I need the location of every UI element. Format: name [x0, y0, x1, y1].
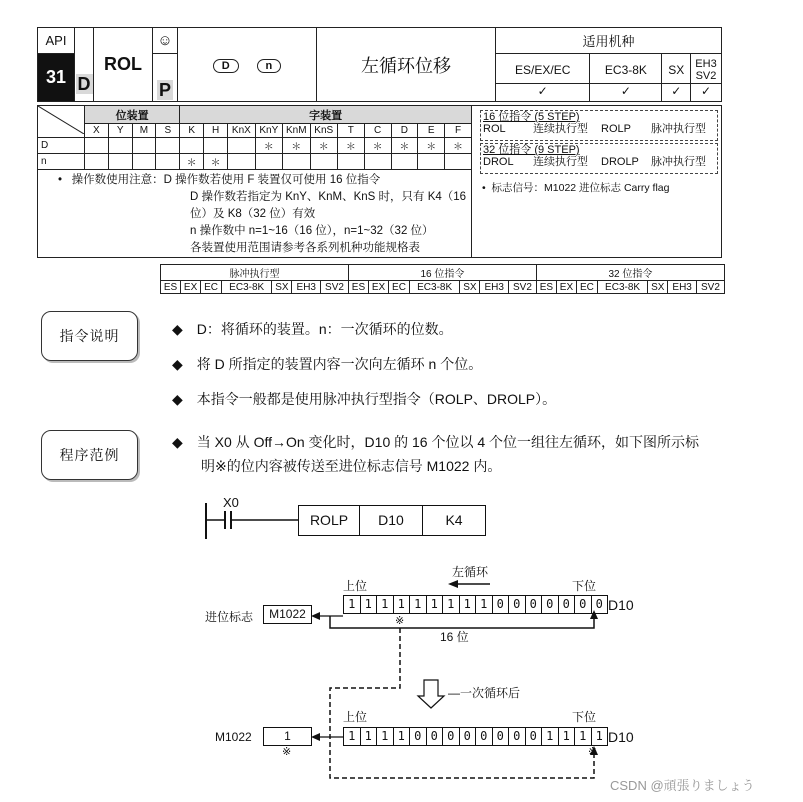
bit-cell: 0	[443, 728, 460, 745]
example-line: 明※的位内容被传送至进位标志信号 M1022 内。	[201, 458, 502, 474]
operand-col-header: M	[132, 124, 156, 138]
compat-cell: EC3-8K	[221, 281, 271, 294]
check-icon: ✓	[700, 83, 712, 98]
operand-cell	[156, 138, 180, 154]
m1022-box: M1022	[263, 605, 312, 624]
left-rotate-label: 左循环	[452, 565, 489, 579]
operand-cell	[132, 154, 156, 170]
ladder-cell: ROLP	[299, 506, 360, 535]
bit-cell: 1	[394, 596, 411, 613]
bit-cell: 0	[559, 596, 576, 613]
corner-cell	[38, 106, 85, 138]
m1022-value-box: 1	[263, 727, 312, 746]
model-col-4	[691, 54, 722, 102]
diamond-icon: ◆	[172, 356, 183, 372]
bit-cell: 0	[526, 728, 543, 745]
instr16-c: ROLP	[601, 123, 631, 135]
flag-text: 标志信号：M1022 进位标志 Carry flag	[491, 182, 670, 194]
operand-d: D	[213, 59, 239, 73]
operand-cell: ＊	[445, 138, 472, 154]
instr32-box	[480, 143, 718, 174]
ladder-diagram	[205, 495, 505, 545]
compat-cell: SX	[648, 281, 668, 294]
note-line: 各装置使用范围请参考各系列机种功能规格表	[190, 242, 420, 254]
bit-cell: 0	[460, 728, 477, 745]
operands-cell	[178, 28, 317, 102]
note-line: n 操作数中 n=1~16（16 位），n=1~32（32 位）	[190, 225, 434, 237]
compat-group: 32 位指令	[536, 265, 724, 281]
note-line: D 操作数若使用 F 装置仅可使用 16 位指令	[163, 174, 381, 186]
instr32-a: DROL	[483, 156, 514, 168]
operand-cell	[391, 154, 418, 170]
example-text	[172, 430, 699, 478]
compat-cell: EX	[369, 281, 389, 294]
diagonal-line	[38, 106, 84, 134]
bit-cell: 1	[344, 728, 361, 745]
operand-cell: ＊	[364, 138, 391, 154]
operand-col-header: KnY	[255, 124, 282, 138]
bit-cell: 0	[493, 596, 510, 613]
operand-cell: ＊	[283, 138, 311, 154]
compat-cell: EC	[201, 281, 222, 294]
flag-note: • 标志信号：M1022 进位标志 Carry flag	[482, 182, 670, 194]
operand-cell: ＊	[310, 138, 337, 154]
instruction-title: 左循环位移	[317, 28, 496, 102]
example-line: 当 X0 从 Off→On 变化时，D10 的 16 个位以 4 个位一组往左循环，如下图所示标	[196, 434, 700, 450]
after-label: —一次循环后	[448, 686, 521, 700]
p-suffix: P	[158, 80, 171, 100]
operand-cell	[283, 154, 311, 170]
instr16-a: ROL	[483, 123, 506, 135]
upper-label: 上位	[343, 579, 368, 593]
compat-cell: EX	[181, 281, 201, 294]
bit-cell: 0	[575, 596, 592, 613]
operand-cell	[85, 154, 109, 170]
bit-cell: 1	[410, 596, 427, 613]
operand-row-label: D	[38, 138, 85, 154]
compat-cell: EH3	[292, 281, 321, 294]
ladder-cell: D10	[360, 506, 423, 535]
mark-m1022: ※	[282, 746, 292, 758]
diamond-icon: ◆	[172, 434, 183, 450]
instr32-c: DROLP	[601, 156, 639, 168]
upper-label-2: 上位	[343, 710, 368, 724]
operand-cell	[108, 154, 132, 170]
operand-cell: ＊	[255, 138, 282, 154]
instr32-title: 32 位指令 (9 STEP)	[483, 144, 580, 156]
bit-cell: 0	[542, 596, 559, 613]
bit-cell: 1	[476, 596, 493, 613]
operand-cell	[108, 138, 132, 154]
instr16-d: 脉冲执行型	[651, 123, 706, 135]
operand-cell	[180, 138, 204, 154]
bullet-dot: •	[58, 174, 72, 186]
model-name: EH3 SV2	[691, 58, 721, 84]
carry-flag-label: 进位标志	[205, 610, 254, 624]
diamond-icon: ◆	[172, 321, 183, 337]
instr32-b: 连续执行型	[533, 156, 588, 168]
operand-cell: ＊	[337, 138, 364, 154]
word-device-title: 字装置	[180, 106, 472, 124]
bit-cell: 1	[559, 728, 576, 745]
bit-cell: 1	[443, 596, 460, 613]
note-line: 位）及 K8（32 位）有效	[190, 208, 316, 220]
bit-cell: 0	[493, 728, 510, 745]
models-title: 适用机种	[496, 28, 722, 54]
lower-label-2: 下位	[572, 710, 597, 724]
note-line: D 操作数若指定为 KnY、KnM、KnS 时，只有 K4（16	[190, 191, 467, 203]
instr16-title: 16 位指令 (5 STEP)	[483, 111, 580, 123]
d10-label-2: D10	[608, 729, 634, 745]
compat-cell: SX	[460, 281, 480, 294]
compat-cell: SV2	[321, 281, 349, 294]
smiley-icon: ☺	[153, 28, 178, 54]
operand-cell	[418, 154, 445, 170]
compat-cell: EX	[556, 281, 576, 294]
desc-label: 指令说明	[41, 311, 138, 361]
desc-list	[172, 312, 556, 417]
operand-cell	[228, 138, 255, 154]
operand-table	[38, 106, 472, 170]
mnemonic: ROL	[94, 28, 153, 102]
compat-group: 16 位指令	[348, 265, 536, 281]
operand-cell: ＊	[391, 138, 418, 154]
operand-cell	[255, 154, 282, 170]
operand-cell	[310, 154, 337, 170]
mark-before: ※	[395, 615, 405, 627]
operand-cell	[156, 154, 180, 170]
operand-col-header: F	[445, 124, 472, 138]
bits-after	[343, 727, 608, 746]
model-col-2	[590, 54, 662, 102]
operand-col-header: KnX	[228, 124, 255, 138]
bit-cell: 0	[595, 597, 603, 611]
m1022-label: M1022	[215, 730, 252, 744]
after-text: 一次循环后	[460, 686, 521, 700]
operand-col-header: Y	[108, 124, 132, 138]
mark-after: ※	[588, 746, 598, 758]
instruction-header	[37, 27, 722, 102]
operand-col-header: K	[180, 124, 204, 138]
compat-cell: EH3	[668, 281, 697, 294]
bit-cell: 0	[410, 728, 427, 745]
model-name: SX	[662, 58, 690, 84]
operand-n: n	[257, 59, 282, 73]
operand-col-header: H	[204, 124, 228, 138]
check-icon: ✓	[620, 83, 631, 98]
diamond-icon: ◆	[172, 391, 183, 407]
operand-cell	[445, 154, 472, 170]
compat-cell: EC	[577, 281, 598, 294]
ladder-cell: K4	[445, 512, 463, 528]
compat-cell: SX	[272, 281, 292, 294]
bit-cell: 0	[427, 728, 444, 745]
bit-cell: 1	[377, 596, 394, 613]
desc-item: D：将循环的装置。n：一次循环的位数。	[196, 321, 453, 337]
compat-cell: EC	[389, 281, 410, 294]
notes-title: 操作数使用注意：	[71, 174, 164, 186]
operand-cell: ＊	[204, 154, 228, 170]
d10-label: D10	[608, 597, 634, 613]
bit-cell: 1	[427, 596, 444, 613]
d-prefix: D	[77, 74, 91, 94]
operand-notes	[58, 172, 466, 257]
desc-item: 本指令一般都是使用脉冲执行型指令（ROLP、DROLP）。	[196, 391, 557, 407]
instr32-d: 脉冲执行型	[651, 156, 706, 168]
bit-cell: 0	[509, 596, 526, 613]
compat-cell: ES	[161, 281, 181, 294]
bit-cell: 1	[361, 596, 378, 613]
divider	[471, 106, 472, 257]
compat-cell: SV2	[696, 281, 724, 294]
bit-cell: 0	[526, 596, 543, 613]
compat-group: 脉冲执行型	[161, 265, 349, 281]
compat-cell: ES	[536, 281, 556, 294]
bit-cell: 1	[575, 728, 592, 745]
compat-cell: EC3-8K	[597, 281, 647, 294]
operand-row-label: n	[38, 154, 85, 170]
bit-cell: 0	[509, 728, 526, 745]
compat-table	[160, 264, 725, 294]
compat-cell: EC3-8K	[409, 281, 459, 294]
operand-col-header: E	[418, 124, 445, 138]
operand-box	[37, 105, 722, 258]
compat-cell: SV2	[509, 281, 537, 294]
bit-cell: 0	[476, 728, 493, 745]
compat-cell: EH3	[480, 281, 509, 294]
bit-cell: 1	[377, 728, 394, 745]
operand-col-header: KnS	[310, 124, 337, 138]
bit-device-title: 位装置	[85, 106, 180, 124]
bits16-label: 16 位	[440, 630, 469, 644]
bits-before	[343, 595, 608, 614]
bit-cell: 1	[460, 596, 477, 613]
operand-cell	[132, 138, 156, 154]
operand-cell	[85, 138, 109, 154]
check-icon: ✓	[671, 83, 682, 98]
operand-cell: ＊	[418, 138, 445, 154]
check-icon: ✓	[537, 83, 548, 98]
operand-col-header: S	[156, 124, 180, 138]
compat-cell: ES	[348, 281, 368, 294]
example-label: 程序范例	[41, 430, 138, 480]
operand-cell	[204, 138, 228, 154]
bit-cell: 1	[542, 728, 559, 745]
operand-col-header: C	[364, 124, 391, 138]
operand-col-header: T	[337, 124, 364, 138]
model-col-1	[496, 54, 590, 102]
ladder-instruction	[298, 505, 486, 536]
model-name: EC3-8K	[590, 58, 661, 84]
operand-cell: ＊	[180, 154, 204, 170]
lower-label: 下位	[572, 579, 597, 593]
bit-cell: 1	[344, 596, 361, 613]
bit-cell: 1	[595, 729, 603, 743]
bit-cell: 1	[361, 728, 378, 745]
operand-col-header: D	[391, 124, 418, 138]
watermark: CSDN @頑張りましょう	[610, 778, 755, 793]
operand-col-header: X	[85, 124, 109, 138]
bit-cell: 1	[394, 728, 411, 745]
operand-cell	[337, 154, 364, 170]
operand-cell	[364, 154, 391, 170]
model-col-3	[662, 54, 691, 102]
instr16-b: 连续执行型	[533, 123, 588, 135]
api-label: API	[38, 28, 75, 54]
contact-label: X0	[223, 495, 239, 510]
api-number: 31	[38, 54, 75, 102]
instr16-box	[480, 110, 718, 141]
model-name: ES/EX/EC	[496, 58, 589, 84]
desc-item: 将 D 所指定的装置内容一次向左循环 n 个位。	[196, 356, 483, 372]
operand-cell	[228, 154, 255, 170]
operand-col-header: KnM	[283, 124, 311, 138]
